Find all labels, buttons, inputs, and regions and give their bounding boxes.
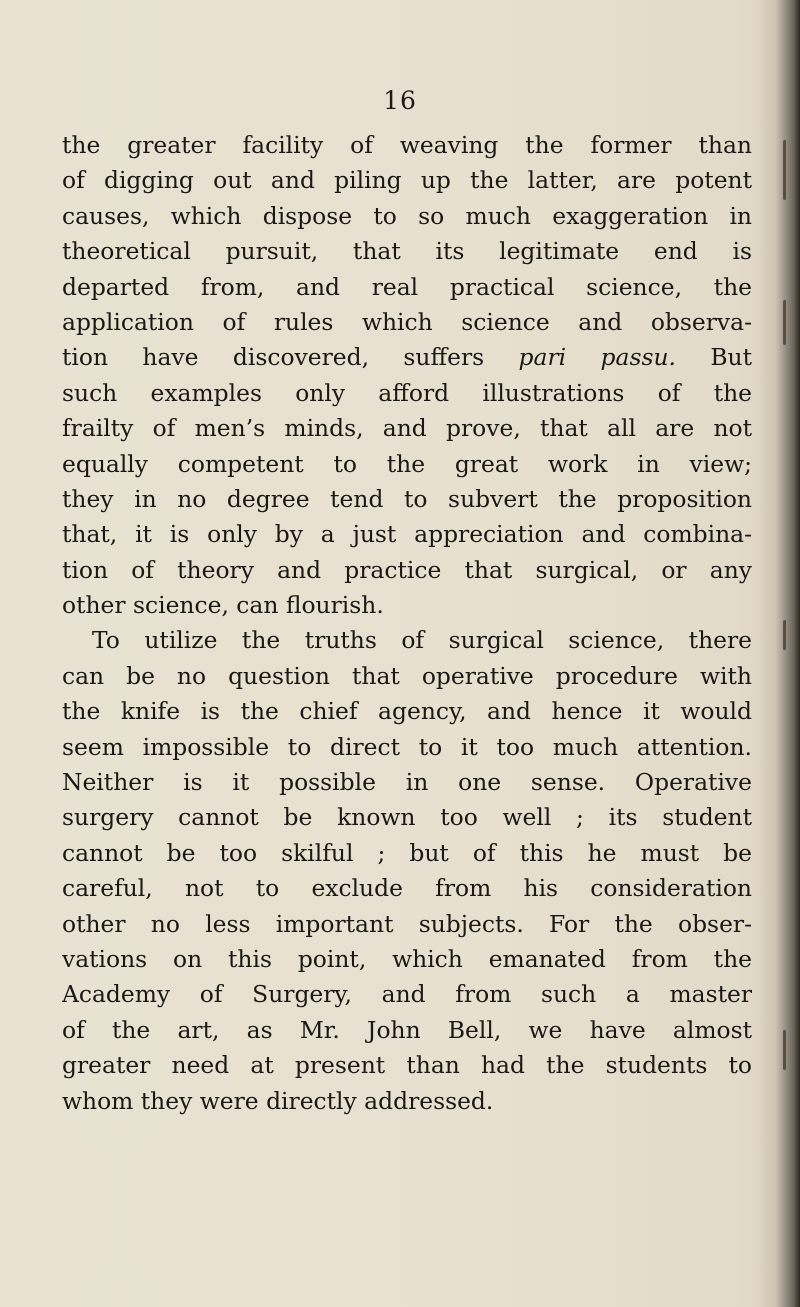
text-line: careful, not to exclude from his consideration (62, 874, 752, 903)
text-line: tion of theory and practice that surgical, or any (62, 555, 752, 584)
text-line: of digging out and piling up the latter, are potent (62, 166, 752, 195)
edge-mark (783, 140, 786, 200)
text-line: the knife is the chief agency, and hence it would (62, 697, 752, 726)
text-line: application of rules which science and observa- (62, 307, 752, 336)
paragraph-start-line: To utilize the truths of surgical science, there (92, 626, 752, 655)
text-line: seem impossible to direct to it too much attention. (62, 732, 752, 761)
paragraph-end-line: whom they were directly addressed. (62, 1086, 494, 1115)
text-line: the greater facility of weaving the former than (62, 131, 752, 159)
text-line: surgery cannot be known too well ; its student (62, 803, 752, 832)
edge-mark (783, 1030, 786, 1070)
text-line: can be no question that operative procedure with (62, 661, 752, 690)
text-line: equally competent to the great work in view; (62, 449, 752, 478)
body-text (62, 128, 752, 1119)
text-line: frailty of men’s minds, and prove, that all are not (62, 414, 752, 443)
text-line-with-italic (62, 340, 752, 375)
page-gutter-shadow (756, 0, 800, 1307)
text-line: Neither is it possible in one sense. Operative (62, 768, 752, 797)
text-line: causes, which dispose to so much exaggeration in (62, 201, 752, 230)
edge-mark (783, 300, 786, 345)
page-number: 16 (383, 86, 417, 115)
text-line: Academy of Surgery, and from such a master (62, 980, 752, 1009)
text-line: vations on this point, which emanated from the (62, 944, 752, 973)
text-line: greater need at present than had the students to (62, 1051, 752, 1080)
text-line: of the art, as Mr. John Bell, we have almost (62, 1015, 752, 1044)
text-line: such examples only afford illustrations of the (62, 378, 752, 407)
text-line: cannot be too skilful ; but of this he must be (62, 838, 752, 867)
text-line: other no less important subjects. For the obser- (62, 909, 752, 938)
italic-phrase: pari passu. (518, 343, 676, 372)
text-segment: But (710, 343, 752, 372)
text-segment: tion have discovered, suffers (62, 343, 485, 372)
text-line: theoretical pursuit, that its legitimate end is (62, 237, 752, 266)
text-line: departed from, and real practical science, the (62, 272, 752, 301)
text-line: that, it is only by a just appreciation and combina- (62, 520, 752, 549)
text-line: they in no degree tend to subvert the proposition (62, 484, 752, 513)
edge-mark (783, 620, 786, 650)
paragraph-end-line: other science, can flourish. (62, 591, 384, 620)
